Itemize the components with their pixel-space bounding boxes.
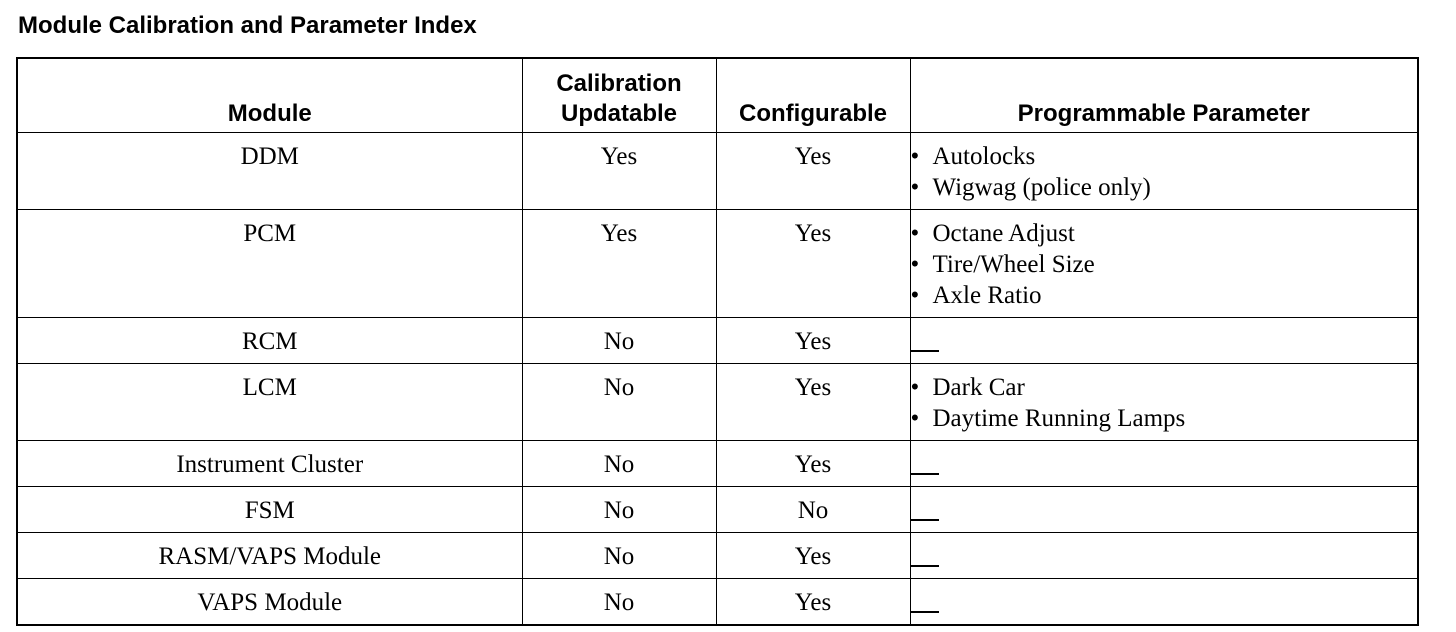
cell-configurable: Yes [716,209,910,317]
header-calibration-line2: Updatable [560,99,677,127]
cell-calibration-updatable: No [522,317,716,363]
parameter-label: Dark Car [932,373,1025,401]
cell-module: VAPS Module [17,578,522,625]
cell-programmable-parameters [910,363,1418,440]
parameter-list [911,141,1418,203]
cell-configurable: Yes [716,317,910,363]
table-row [17,317,1418,363]
cell-configurable: Yes [716,440,910,486]
table-row [17,486,1418,532]
bullet-icon: • [910,281,920,309]
cell-module: PCM [17,209,522,317]
cell-programmable-parameters [910,532,1418,578]
cell-module: DDM [17,132,522,209]
bullet-icon: • [910,373,920,401]
table-body [17,132,1418,625]
cell-configurable: Yes [716,532,910,578]
cell-calibration-updatable: No [522,532,716,578]
cell-calibration-updatable: No [522,578,716,625]
cell-configurable: Yes [716,363,910,440]
header-configurable: Configurable [716,58,910,132]
parameter-label: Axle Ratio [932,281,1042,309]
page-title: Module Calibration and Parameter Index [18,12,477,39]
cell-programmable-parameters [910,317,1418,363]
table-row [17,578,1418,625]
parameter-label: Tire/Wheel Size [932,250,1095,278]
cell-calibration-updatable: No [522,363,716,440]
parameter-list [911,372,1418,434]
parameter-item [911,280,1418,311]
cell-calibration-updatable: No [522,440,716,486]
table-row [17,132,1418,209]
bullet-icon: • [910,219,920,247]
bullet-icon: • [910,404,920,432]
cell-programmable-parameters [910,132,1418,209]
bullet-icon: • [910,142,920,170]
header-module: Module [17,58,522,132]
parameter-label: Autolocks [932,142,1036,170]
table-row [17,363,1418,440]
parameter-item [911,141,1418,172]
parameter-label: Daytime Running Lamps [932,404,1186,432]
cell-configurable: No [716,486,910,532]
module-index-table [16,57,1419,626]
table-row [17,532,1418,578]
cell-configurable: Yes [716,132,910,209]
em-dash-icon [911,611,939,613]
parameter-item [911,172,1418,203]
cell-module: RASM/VAPS Module [17,532,522,578]
cell-configurable: Yes [716,578,910,625]
bullet-icon: • [910,173,920,201]
parameter-list [911,218,1418,311]
parameter-item [911,249,1418,280]
header-calibration-updatable [522,58,716,132]
cell-calibration-updatable: No [522,486,716,532]
cell-module: Instrument Cluster [17,440,522,486]
header-programmable-parameter: Programmable Parameter [910,58,1418,132]
cell-programmable-parameters [910,209,1418,317]
cell-calibration-updatable: Yes [522,209,716,317]
cell-programmable-parameters [910,440,1418,486]
parameter-item [911,403,1418,434]
em-dash-icon [911,565,939,567]
em-dash-icon [911,519,939,521]
header-calibration-line1: Calibration [556,69,682,97]
table-row [17,209,1418,317]
cell-module: RCM [17,317,522,363]
parameter-label: Octane Adjust [932,219,1075,247]
parameter-item [911,218,1418,249]
cell-programmable-parameters [910,486,1418,532]
cell-calibration-updatable: Yes [522,132,716,209]
parameter-item [911,372,1418,403]
cell-module: LCM [17,363,522,440]
cell-module: FSM [17,486,522,532]
header-row [17,58,1418,132]
parameter-label: Wigwag (police only) [932,173,1151,201]
cell-programmable-parameters [910,578,1418,625]
em-dash-icon [911,350,939,352]
em-dash-icon [911,473,939,475]
bullet-icon: • [910,250,920,278]
table-row [17,440,1418,486]
